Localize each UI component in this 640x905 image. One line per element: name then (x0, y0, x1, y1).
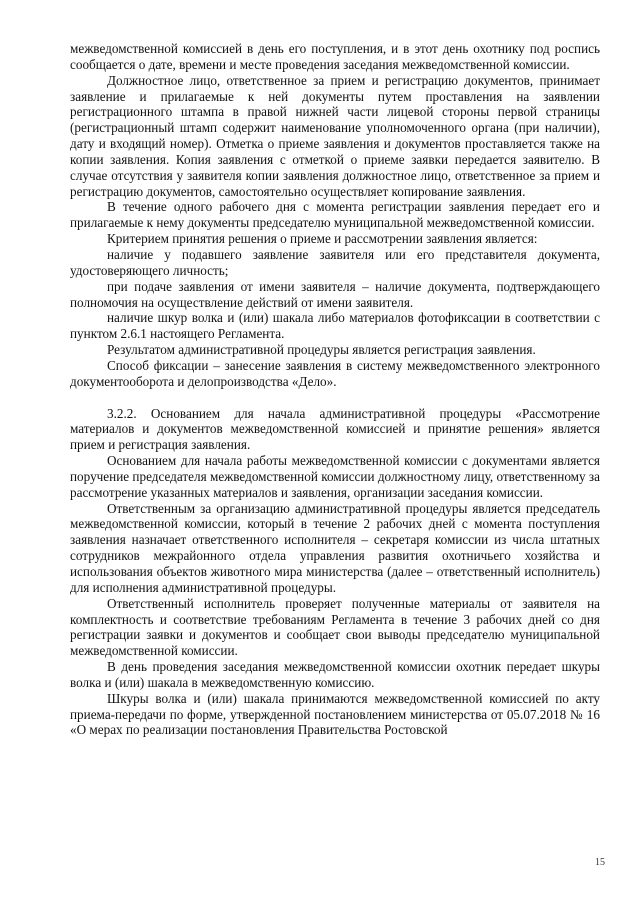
paragraph-commission-work-basis: Основанием для начала работы межведомственной комиссии с документами является поручение председателя межведомственной комиссии должностному лицу, ответственному за рассмотрение указанных материалов и заявления, организации заседания комиссии. (70, 453, 600, 500)
paragraph-fixation-method: Способ фиксации – занесение заявления в систему межведомственного электронного документооборота и делопроизводства «Дело». (70, 357, 600, 389)
paragraph-criterion-skins: наличие шкур волка и (или) шакала либо материалов фотофиксации в соответствии с пунктом 2.6.1 настоящего Регламента. (70, 310, 600, 342)
paragraph-section-3-2-2: 3.2.2. Основанием для начала административной процедуры «Рассмотрение материалов и документов межведомственной комиссией и принятие решения» является прием и регистрация заявления. (70, 405, 600, 453)
paragraph-executor-check: Ответственный исполнитель проверяет полученные материалы от заявителя на комплектность и соответствие требованиям Регламента в течение 3 рабочих дней со дня регистрации заявки и документов и сообщает свои выводы председателю муниципальной межведомственной комиссии. (70, 595, 600, 659)
paragraph-acceptance-criteria: Критерием принятия решения о приеме и рассмотрении заявления является: (107, 231, 538, 247)
page-number: 15 (595, 857, 605, 868)
paragraph-criterion-authority: при подаче заявления от имени заявителя – наличие документа, подтверждающего полномочия на осуществление действий от имени заявителя. (70, 278, 600, 310)
paragraph-skins-acceptance: Шкуры волка и (или) шакала принимаются межведомственной комиссией по акту приема-передачи по форме, утвержденной постановлением министерства от 05.07.2018 № 16 «О мерах по реализации постановления Правительства Ростовской (70, 690, 600, 738)
paragraph-skins-transfer: В день проведения заседания межведомственной комиссии охотник передает шкуры волка и (или) шакала в межведомственную комиссию. (70, 659, 600, 690)
paragraph-transfer-to-chairman: В течение одного рабочего дня с момента регистрации заявления передает его и прилагаемые к нему документы председателю муниципальной межведомственной комиссии. (70, 199, 600, 231)
paragraph-criterion-identity: наличие у подавшего заявление заявителя или его представителя документа, удостоверяющего личность; (70, 246, 600, 278)
paragraph-responsible-person: Ответственным за организацию административной процедуры является председатель межведомственной комиссии, который в течение 2 рабочих дней с момента поступления заявления назначает ответственного исполнителя – секретаря комиссии из числа штатных сотрудников межрайонного отдела управления развития охотничьего хозяйства и использования объектов животного мира министерства (далее – ответственный исполнитель) для исполнения административной процедуры. (70, 500, 600, 595)
paragraph-official-registration: Должностное лицо, ответственное за прием и регистрацию документов, принимает заявление и прилагаемые к ней документы путем проставления на заявлении регистрационного штампа в правой нижней части лицевой стороны первой страницы (регистрационный штамп содержит наименование уполномоченного органа (при наличии), дату и входящий номер). Отметка о приеме заявления и документов проставляется также на копии заявления. Копия заявления с отметкой о приеме заявки передается заявителю. В случае отсутствия у заявителя копии заявления должностное лицо, ответственное за прием и регистрацию документов, самостоятельно осуществляет копирование заявления. (70, 72, 600, 199)
document-body (70, 41, 600, 738)
paragraph-continuation: межведомственной комиссией в день его поступления, и в этот день охотнику под роспись сообщается о дате, времени и месте проведения заседания межведомственной комиссии. (70, 41, 600, 72)
paragraph-procedure-result: Результатом административной процедуры является регистрация заявления. (107, 342, 536, 358)
